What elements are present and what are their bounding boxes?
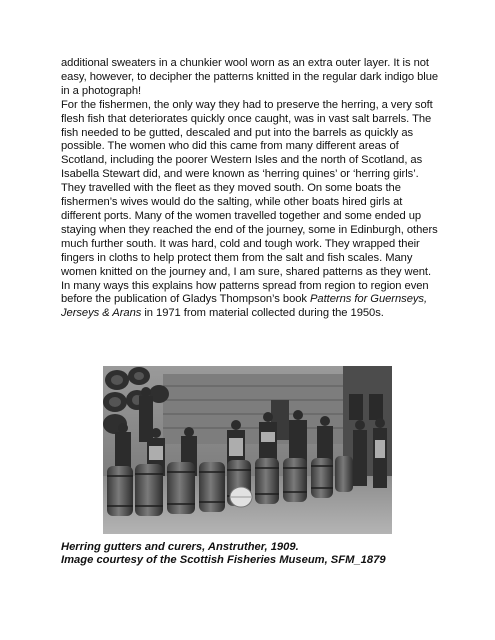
herring-gutters-photo bbox=[103, 366, 392, 534]
paragraph-herring-text: For the fishermen, the only way they had to preserve the herring, a very soft flesh fish that deteriorates quickly once caught, was in vast salt barrels. The fish needed to be gutted, descaled and put into the barrels as quickly as possible. The women who did this came from many different areas of Scotland, including the poorer Western Isles and the north of Scotland, as Isabella Stewart did, and were known as ‘herring quines’ or ‘herring girls’. They travelled with the fleet as they moved south. On some boats the fishermen’s wives would do the salting, while other boats hired girls at different ports. Many of the women travelled together and some ended up staying when they reached the end of the journey, some in Edinburgh, others much further south. It was hard, cold and tough work. They wrapped their fingers in cloths to help protect them from the salt and fish scales. Many women knitted on the journey and, I am sure, shared patterns as they went. In many ways this explains how patterns spread from region to region even before the publication of Gladys Thompson’s book bbox=[61, 98, 438, 306]
paragraph-herring-end: in 1971 from material collected during the 1950s. bbox=[141, 307, 384, 320]
paragraph-sweaters: additional sweaters in a chunkier wool worn as an extra outer layer. It is not easy, however, to decipher the patterns knitted in the regular dark indigo blue in a photograph! bbox=[61, 57, 439, 97]
body-text bbox=[61, 57, 441, 321]
photo-caption bbox=[61, 541, 461, 568]
paragraph-herring bbox=[61, 99, 441, 322]
caption-title: Herring gutters and curers, Anstruther, 1909. bbox=[61, 541, 299, 553]
book-title: Patterns for Guernseys, Jerseys & Arans bbox=[61, 293, 428, 320]
caption-credit: Image courtesy of the Scottish Fisheries Museum, SFM_1879 bbox=[61, 554, 386, 567]
